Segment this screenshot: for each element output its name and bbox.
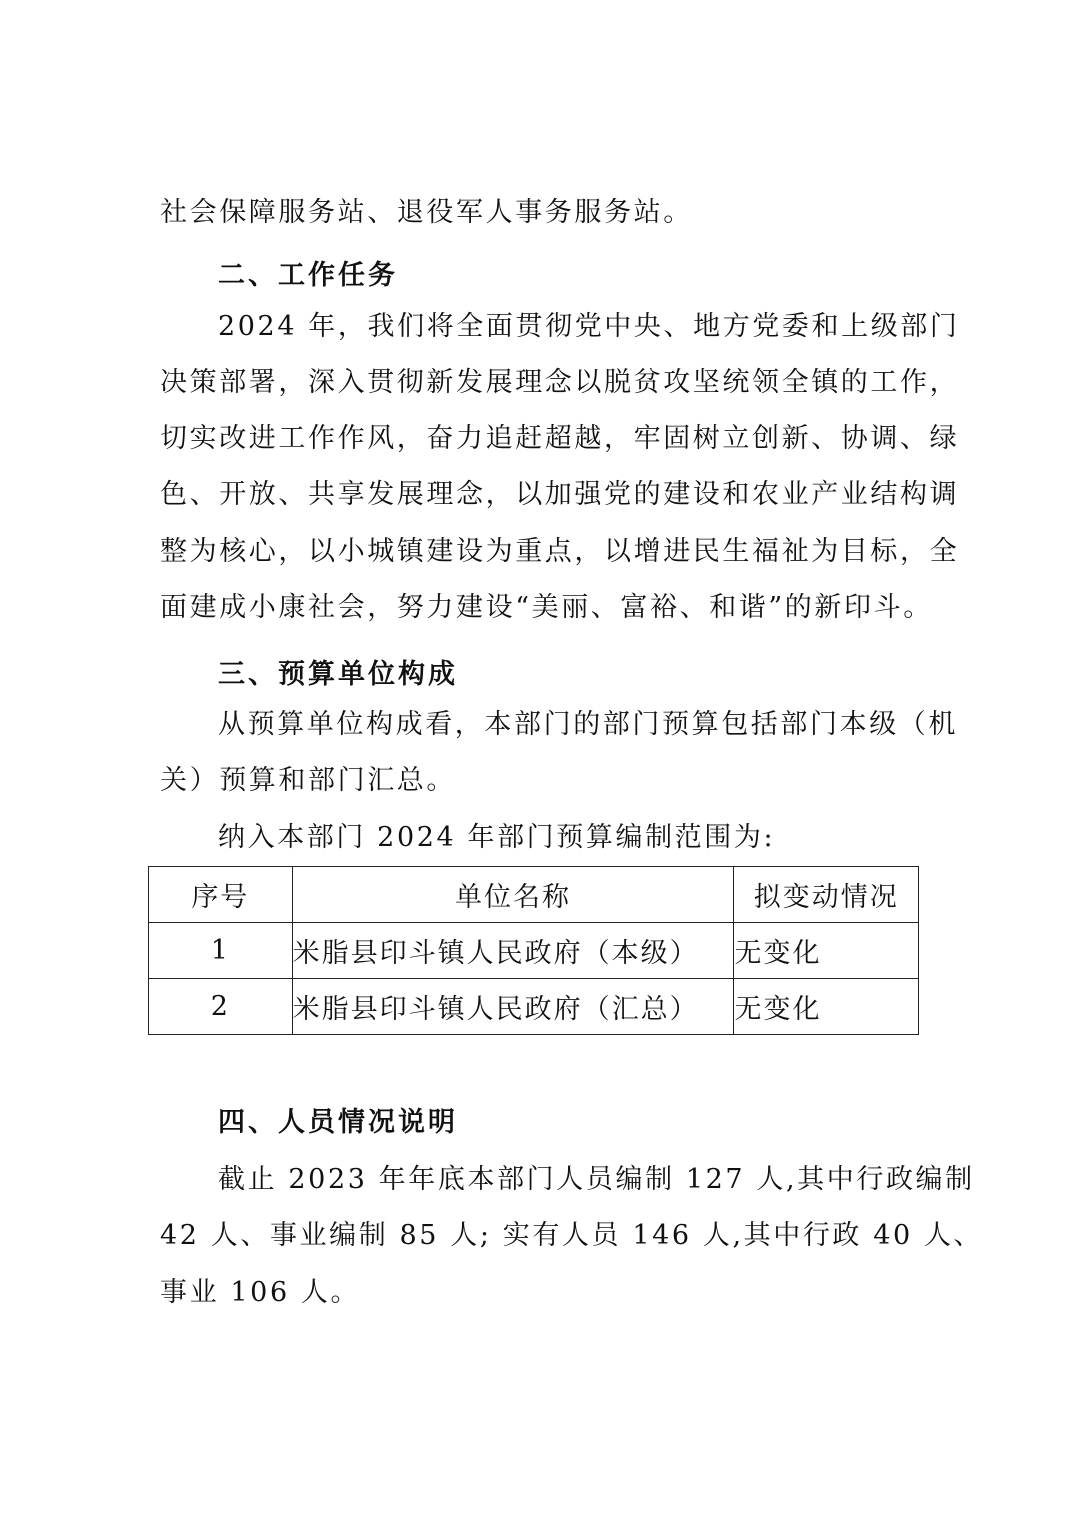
unit-name-cell: 米脂县印斗镇人民政府（本级） (292, 923, 734, 979)
section2-line-3: 切实改进工作作风，奋力追赶超越，牢固树立创新、协调、绿 (160, 423, 960, 454)
section2-line-4: 色、开放、共享发展理念，以加强党的建设和农业产业结构调 (160, 479, 960, 510)
section2-line-6: 面建成小康社会，努力建设“美丽、富裕、和谐”的新印斗。 (160, 592, 933, 623)
section4-line-2: 42 人、事业编制 85 人; 实有人员 146 人,其中行政 40 人、 (160, 1220, 984, 1251)
row-number-cell: 1 (149, 923, 293, 979)
section2-line-1: 2024 年，我们将全面贯彻党中央、地方党委和上级部门 (218, 311, 960, 342)
intro-tail-text: 社会保障服务站、退役军人事务服务站。 (160, 197, 693, 228)
section3-line-2: 关）预算和部门汇总。 (160, 765, 456, 796)
section2-heading: 二、工作任务 (218, 260, 398, 291)
section4-heading: 四、人员情况说明 (218, 1107, 458, 1138)
section4-line-1: 截止 2023 年年底本部门人员编制 127 人,其中行政编制 (218, 1164, 975, 1195)
column-header-unit-name: 单位名称 (292, 867, 734, 923)
table-header-row (149, 867, 919, 923)
section3-line-1: 从预算单位构成看，本部门的部门预算包括部门本级（机 (218, 709, 958, 740)
section2-line-5: 整为核心，以小城镇建设为重点，以增进民生福祉为目标，全 (160, 536, 960, 567)
column-header-change: 拟变动情况 (734, 867, 919, 923)
column-header-number: 序号 (149, 867, 293, 923)
budget-units-table (148, 866, 919, 1035)
section4-line-3: 事业 106 人。 (160, 1277, 361, 1308)
unit-name-cell: 米脂县印斗镇人民政府（汇总） (292, 979, 734, 1035)
row-number-cell: 2 (149, 979, 293, 1035)
table-row (149, 979, 919, 1035)
table-intro-text: 纳入本部门 2024 年部门预算编制范围为: (218, 822, 776, 853)
change-status-cell: 无变化 (734, 979, 919, 1035)
table-row (149, 923, 919, 979)
section2-line-2: 决策部署，深入贯彻新发展理念以脱贫攻坚统领全镇的工作， (160, 367, 960, 398)
change-status-cell: 无变化 (734, 923, 919, 979)
section3-heading: 三、预算单位构成 (218, 659, 458, 690)
